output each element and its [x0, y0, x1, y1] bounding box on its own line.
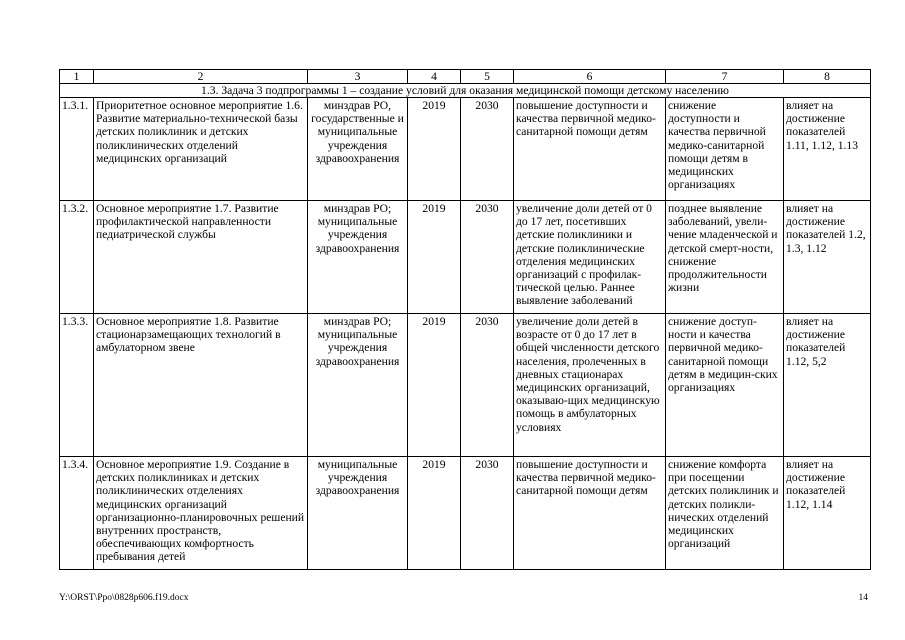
executor: минздрав РО; муниципальные учреждения здравоохранения [308, 201, 408, 314]
measure-name: Приоритетное основное мероприятие 1.6. Развитие материально-технической базы детских поликлиник и детских поликлинических отделений медицинских организаций [94, 98, 308, 201]
row-number: 1.3.4. [60, 457, 94, 570]
start-year: 2019 [408, 98, 461, 201]
program-table [59, 69, 871, 570]
table-row [60, 314, 871, 457]
executor: минздрав РО; муниципальные учреждения здравоохранения [308, 314, 408, 457]
expected-result: увеличение доли детей в возрасте от 0 до 17 лет в общей численности детского населения, пролеченных в дневных стационарах медицинских организаций, оказываю-щих медицинскую помощь в амбулаторных условиях [514, 314, 666, 457]
section-title: 1.3. Задача 3 подпрограммы 1 – создание условий для оказания медицинской помощи детскому населению [60, 84, 871, 98]
table-row [60, 98, 871, 201]
end-year: 2030 [461, 98, 514, 201]
column-number: 2 [94, 70, 308, 84]
measure-name: Основное мероприятие 1.7. Развитие профилактической направленности педиатрической службы [94, 201, 308, 314]
document-page [59, 69, 870, 570]
end-year: 2030 [461, 201, 514, 314]
non-implementation-consequence: снижение доступности и качества первичной медико-санитарной помощи детям в медицинских организациях [666, 98, 784, 201]
end-year: 2030 [461, 457, 514, 570]
indicator-link: влияет на достижение показателей 1.12, 5,2 [784, 314, 871, 457]
section-row [60, 84, 871, 98]
table-row [60, 201, 871, 314]
column-number: 6 [514, 70, 666, 84]
expected-result: повышение доступности и качества первичной медико-санитарной помощи детям [514, 457, 666, 570]
expected-result: повышение доступности и качества первичной медико-санитарной помощи детям [514, 98, 666, 201]
measure-name: Основное мероприятие 1.9. Создание в детских поликлиниках и детских поликлинических отделениях медицинских организаций организационно-планировочных решений внутренних пространств, обеспечивающих комфортность пребывания детей [94, 457, 308, 570]
indicator-link: влияет на достижение показателей 1.2, 1.3, 1.12 [784, 201, 871, 314]
non-implementation-consequence: снижение комфорта при посещении детских поликлиник и детских поликли-нических отделений медицинских организаций [666, 457, 784, 570]
executor: муниципальные учреждения здравоохранения [308, 457, 408, 570]
file-path: Y:\ORST\Ppo\0828p606.f19.docx [59, 593, 189, 603]
column-number: 5 [461, 70, 514, 84]
start-year: 2019 [408, 201, 461, 314]
column-number: 3 [308, 70, 408, 84]
page-number: 14 [858, 593, 868, 603]
column-number: 7 [666, 70, 784, 84]
indicator-link: влияет на достижение показателей 1.11, 1.12, 1.13 [784, 98, 871, 201]
row-number: 1.3.3. [60, 314, 94, 457]
row-number: 1.3.2. [60, 201, 94, 314]
indicator-link: влияет на достижение показателей 1.12, 1.14 [784, 457, 871, 570]
measure-name: Основное мероприятие 1.8. Развитие стационарзамещающих технологий в амбулаторном звене [94, 314, 308, 457]
expected-result: увеличение доли детей от 0 до 17 лет, посетивших детские поликлиники и детские поликлинические отделения медицинских организаций с профилак-тической целью. Раннее выявление заболеваний [514, 201, 666, 314]
start-year: 2019 [408, 457, 461, 570]
non-implementation-consequence: позднее выявление заболеваний, увели-чение младенческой и детской смерт-ности, снижение продолжительности жизни [666, 201, 784, 314]
non-implementation-consequence: снижение доступ-ности и качества первичной медико-санитарной помощи детям в медицин-ских организациях [666, 314, 784, 457]
column-number: 8 [784, 70, 871, 84]
end-year: 2030 [461, 314, 514, 457]
start-year: 2019 [408, 314, 461, 457]
table-row [60, 457, 871, 570]
row-number: 1.3.1. [60, 98, 94, 201]
column-number-row [60, 70, 871, 84]
executor: минздрав РО, государственные и муниципальные учреждения здравоохранения [308, 98, 408, 201]
column-number: 4 [408, 70, 461, 84]
column-number: 1 [60, 70, 94, 84]
